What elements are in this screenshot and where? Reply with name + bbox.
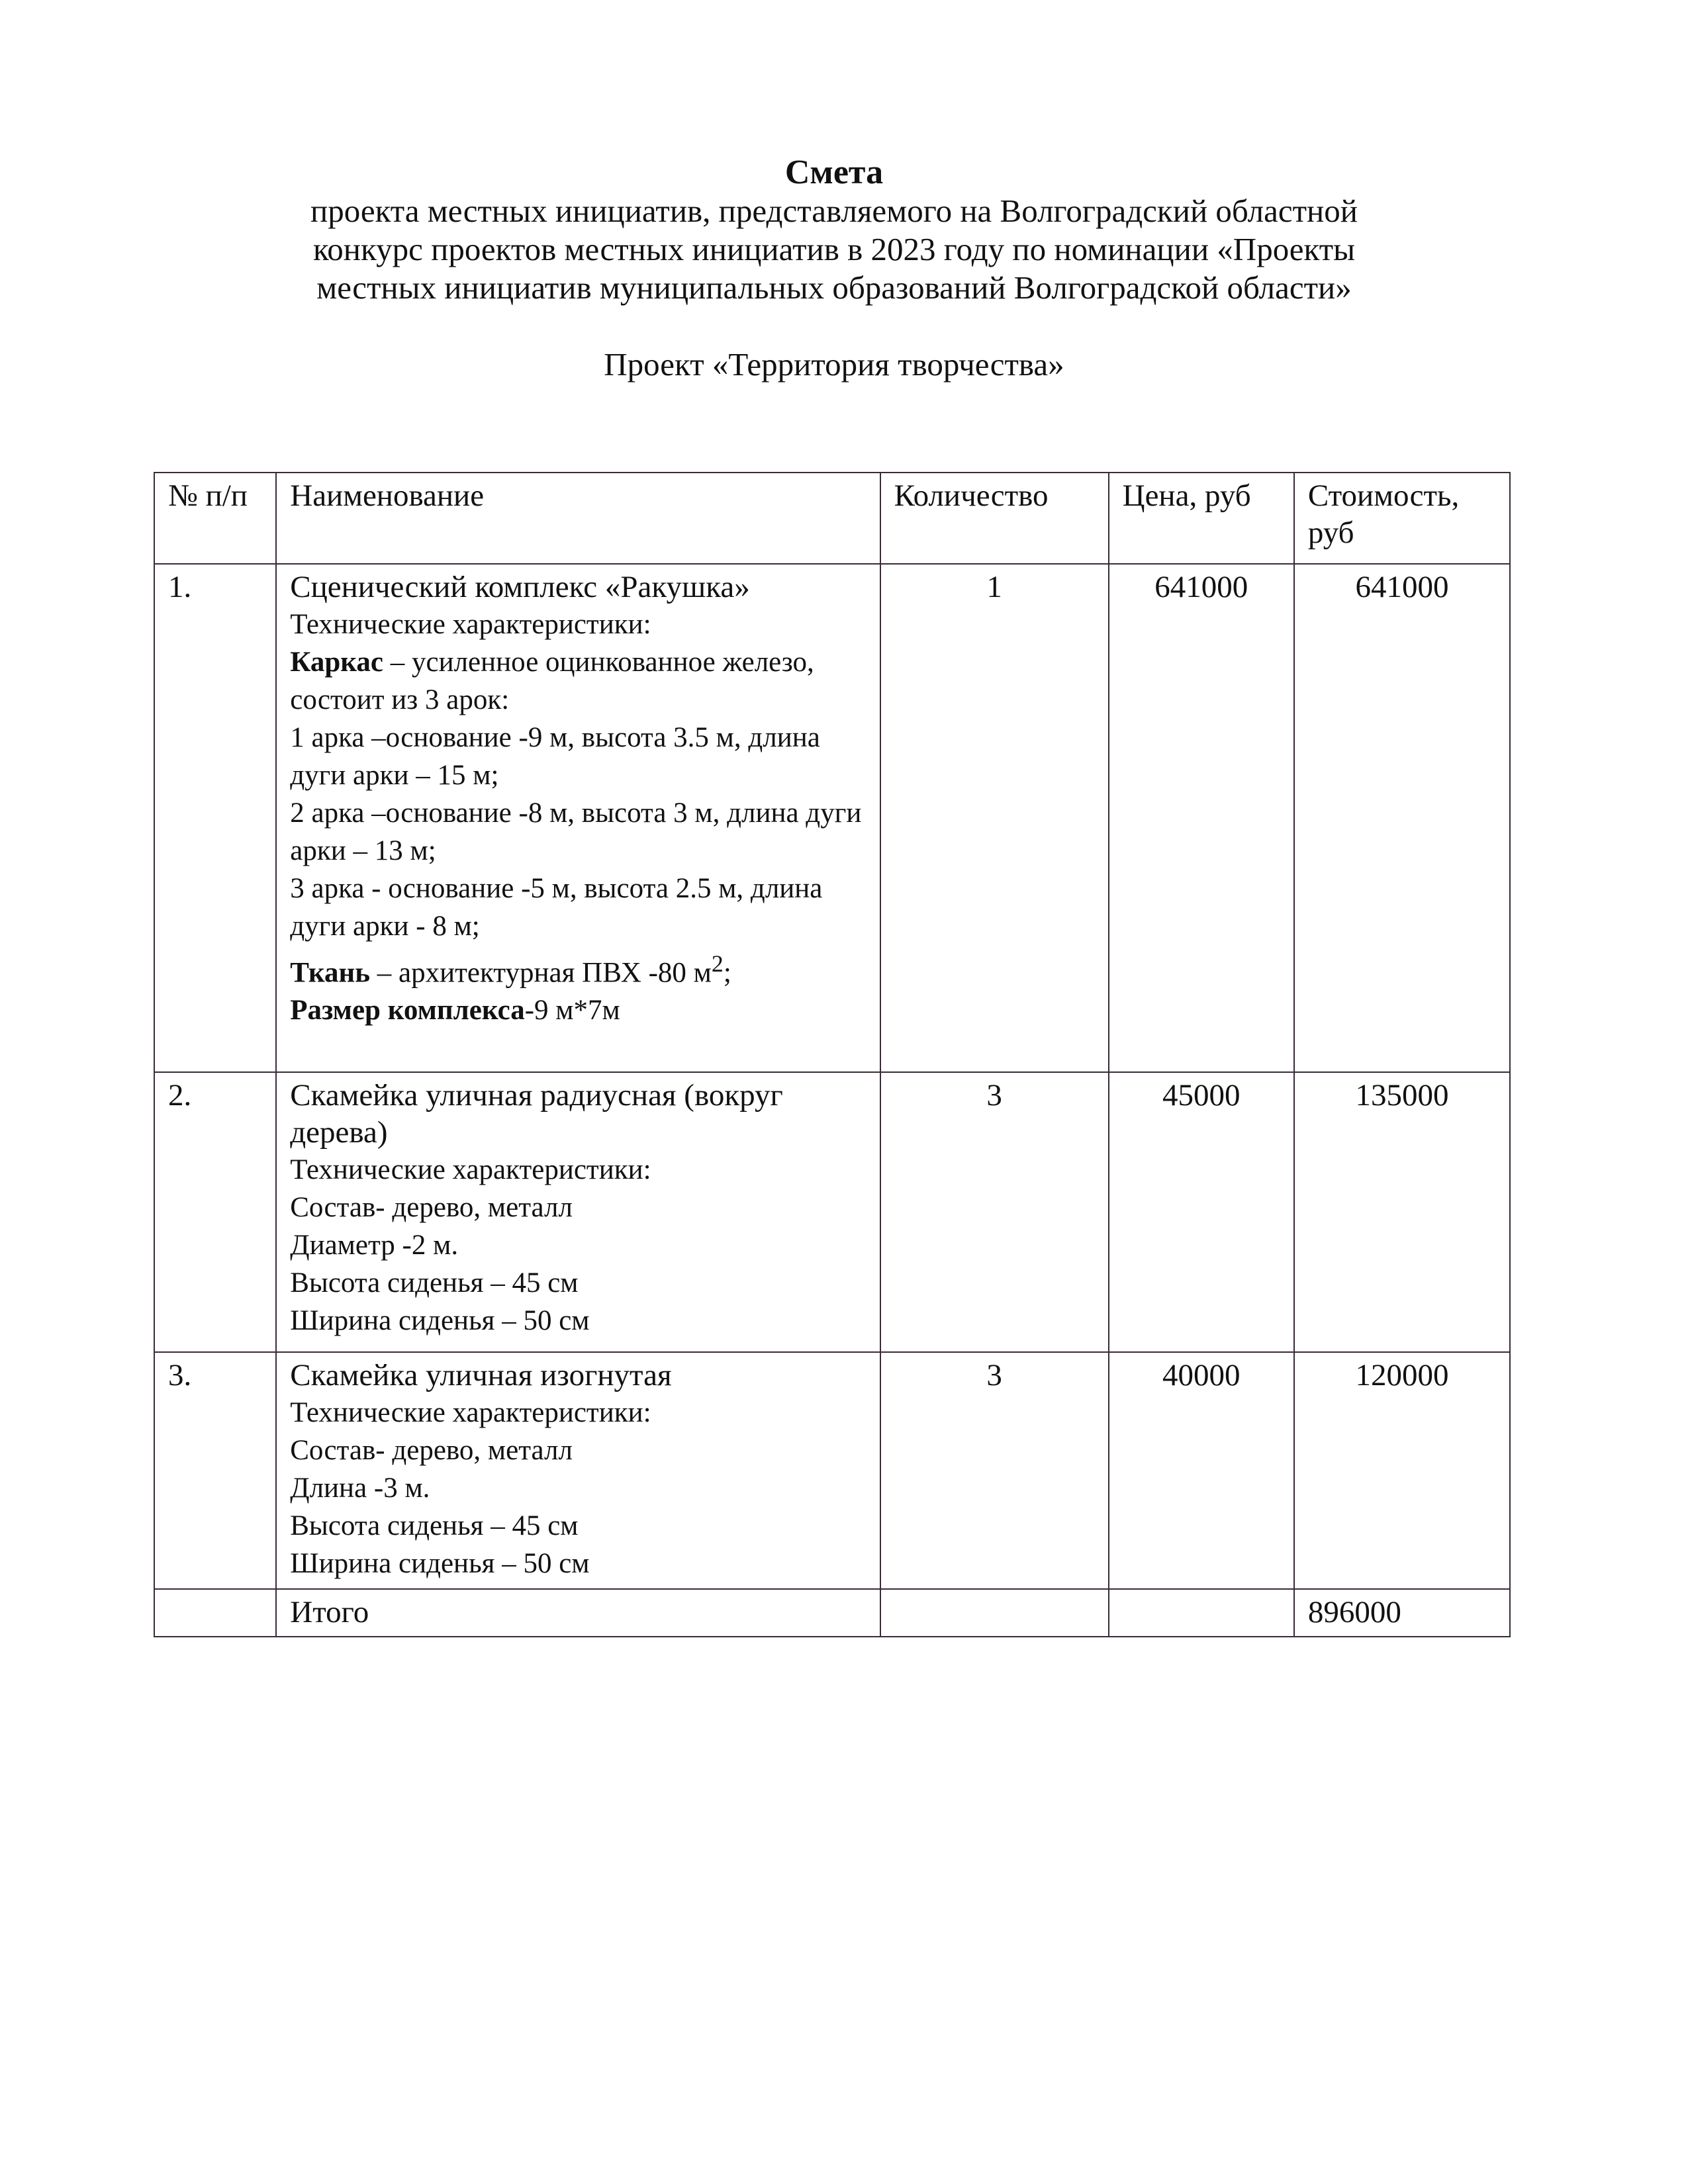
item-name: Скамейка уличная изогнутая [290, 1358, 672, 1392]
spec-frame-label: Каркас [290, 647, 383, 678]
spec-line: Состав- дерево, металл [290, 1192, 573, 1223]
item-name: Скамейка уличная радиусная (вокруг дерева) [290, 1078, 783, 1150]
header-name: Наименование [276, 473, 880, 564]
spec-fabric-end: ; [723, 957, 731, 989]
row-cost: 135000 [1294, 1072, 1510, 1352]
spec-fabric-text: – архитектурная ПВХ -80 м [370, 957, 712, 989]
row-price: 40000 [1109, 1352, 1294, 1589]
row-name-cell [276, 1072, 880, 1352]
table-row [154, 1072, 1510, 1352]
spec-line: Диаметр -2 м. [290, 1230, 459, 1261]
spec-line: Состав- дерево, металл [290, 1435, 573, 1466]
row-qty: 1 [880, 564, 1109, 1072]
item-name: Сценический комплекс «Ракушка» [290, 570, 750, 604]
spec-line: Высота сиденья – 45 см [290, 1267, 579, 1298]
spec-line: Высота сиденья – 45 см [290, 1510, 579, 1541]
spec-line: Ширина сиденья – 50 см [290, 1305, 590, 1336]
item-spec [290, 606, 866, 1029]
row-num: 3. [154, 1352, 276, 1589]
spec-label: Технические характеристики: [290, 1397, 651, 1428]
table-row [154, 564, 1510, 1072]
spec-label: Технические характеристики: [290, 1154, 651, 1185]
header-qty: Количество [880, 473, 1109, 564]
header-price: Цена, руб [1109, 473, 1294, 564]
spec-arch-2: 2 арка –основание -8 м, высота 3 м, длина дуги арки – 13 м; [290, 797, 862, 866]
total-price-empty [1109, 1589, 1294, 1637]
spec-frame-text: – усиленное оцинкованное железо, состоит из 3 арок: [290, 647, 814, 715]
row-qty: 3 [880, 1072, 1109, 1352]
row-price: 641000 [1109, 564, 1294, 1072]
spec-size-text: -9 м*7м [524, 995, 620, 1026]
table-header-row [154, 473, 1510, 564]
row-name-cell [276, 564, 880, 1072]
total-num-empty [154, 1589, 276, 1637]
item-spec [290, 1151, 866, 1340]
heading-line-2: конкурс проектов местных инициатив в 2023 году по номинации «Проекты [312, 231, 1356, 267]
row-num: 2. [154, 1072, 276, 1352]
row-price: 45000 [1109, 1072, 1294, 1352]
spec-size-label: Размер комплекса [290, 995, 525, 1026]
item-spec [290, 1394, 866, 1582]
spec-fabric-sup: 2 [711, 950, 724, 977]
spec-line: Ширина сиденья – 50 см [290, 1548, 590, 1579]
spec-arch-3: 3 арка - основание -5 м, высота 2.5 м, длина дуги арки - 8 м; [290, 873, 823, 942]
spec-fabric-label: Ткань [290, 957, 370, 989]
total-qty-empty [880, 1589, 1109, 1637]
header-num: № п/п [154, 473, 276, 564]
heading-line-3: местных инициатив муниципальных образований Волгоградской области» [316, 269, 1352, 306]
document-title: Смета [784, 154, 884, 191]
estimate-table [154, 472, 1511, 1637]
row-qty: 3 [880, 1352, 1109, 1589]
total-label: Итого [276, 1589, 880, 1637]
total-cost: 896000 [1294, 1589, 1510, 1637]
row-cost: 641000 [1294, 564, 1510, 1072]
document-heading [152, 154, 1516, 384]
header-cost: Стоимость, руб [1294, 473, 1510, 564]
table-row [154, 1352, 1510, 1589]
spec-arch-1: 1 арка –основание -9 м, высота 3.5 м, длина дуги арки – 15 м; [290, 722, 820, 791]
row-num: 1. [154, 564, 276, 1072]
table-total-row [154, 1589, 1510, 1637]
heading-line-1: проекта местных инициатив, представляемого на Волгоградский областной [310, 193, 1358, 229]
spec-line: Длина -3 м. [290, 1473, 430, 1504]
row-name-cell [276, 1352, 880, 1589]
row-cost: 120000 [1294, 1352, 1510, 1589]
spec-label: Технические характеристики: [290, 609, 651, 640]
project-name: Проект «Территория творчества» [604, 346, 1064, 383]
